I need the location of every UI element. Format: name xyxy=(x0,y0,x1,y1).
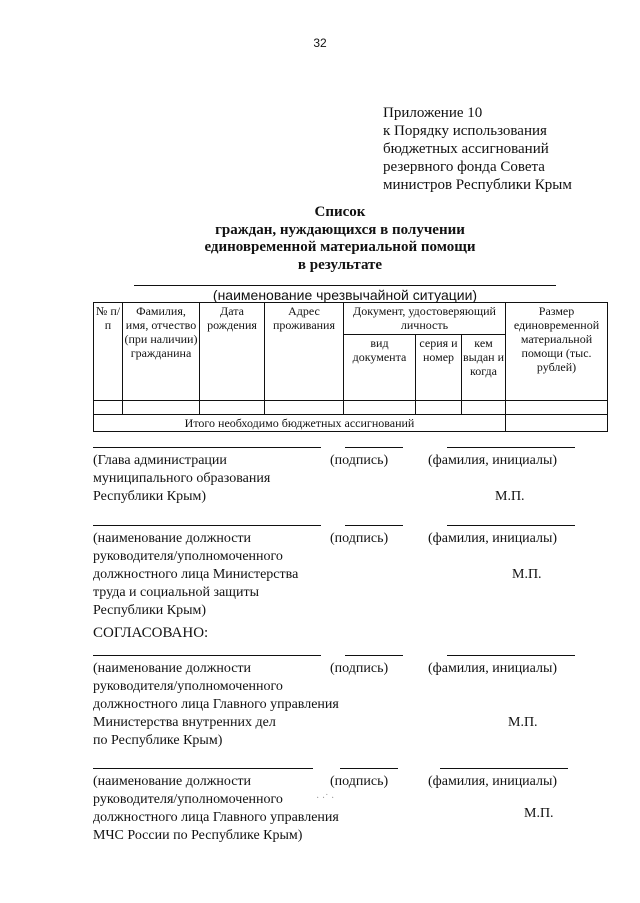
name-caption: (фамилия, инициалы) xyxy=(428,453,558,468)
table-row xyxy=(94,401,608,415)
header-num: № п/п xyxy=(94,303,123,401)
table-cell xyxy=(265,401,344,415)
table-cell xyxy=(416,401,462,415)
name-caption: (фамилия, инициалы) xyxy=(428,531,558,546)
position-text: руководителя/уполномоченного xyxy=(93,792,283,807)
header-birth: Дата рождения xyxy=(200,303,265,401)
table-cell xyxy=(94,401,123,415)
name-line xyxy=(447,525,575,526)
appendix-line: резервного фонда Совета xyxy=(383,159,545,175)
title-line: единовременной материальной помощи xyxy=(204,239,476,255)
header-name: Фамилия, имя, отчество (при наличии) гражданина xyxy=(123,303,200,401)
signer-position-head xyxy=(93,452,270,506)
position-text: должностного лица Главного управления xyxy=(93,697,339,712)
stamp-label: М.П. xyxy=(512,567,542,582)
situation-blank-line xyxy=(134,285,556,286)
header-address: Адрес проживания xyxy=(265,303,344,401)
name-line xyxy=(440,768,568,769)
name-line xyxy=(447,655,575,656)
position-text: муниципального образования xyxy=(93,471,271,486)
header-doc-type: вид документа xyxy=(344,335,416,401)
appendix-header xyxy=(383,104,572,194)
title-line: граждан, нуждающихся в получении xyxy=(215,221,465,238)
signer-position-mvd xyxy=(93,660,339,750)
header-document: Документ, удостоверяющий личность xyxy=(344,303,506,335)
title-line: Список xyxy=(314,204,366,220)
position-text: по Республике Крым) xyxy=(93,733,223,748)
position-text: должностного лица Министерства xyxy=(93,567,299,582)
signature-line xyxy=(345,525,403,526)
position-line xyxy=(93,525,321,526)
stamp-label: М.П. xyxy=(524,806,554,821)
signature-line xyxy=(340,768,398,769)
position-text: (наименование должности xyxy=(93,774,252,789)
position-text: (Глава администрации xyxy=(93,453,227,468)
signature-caption: (подпись) xyxy=(330,661,389,676)
signature-line xyxy=(345,655,403,656)
agreed-heading: СОГЛАСОВАНО: xyxy=(93,625,209,641)
position-text: Министерства внутренних дел xyxy=(93,715,276,730)
position-text: руководителя/уполномоченного xyxy=(93,549,283,564)
appendix-line: бюджетных ассигнований xyxy=(383,141,549,157)
stamp-label: М.П. xyxy=(495,489,525,504)
header-doc-issued: кем выдан и когда xyxy=(462,335,506,401)
position-line xyxy=(93,768,313,769)
table-cell xyxy=(462,401,506,415)
header-amount: Размер единовременной материальной помощи (тыс. рублей) xyxy=(506,303,608,401)
position-line xyxy=(93,447,321,448)
table-cell xyxy=(200,401,265,415)
situation-caption: (наименование чрезвычайной ситуации) xyxy=(212,287,478,303)
signer-position-labor xyxy=(93,530,298,620)
name-caption: (фамилия, инициалы) xyxy=(428,774,558,789)
signature-caption: (подпись) xyxy=(330,531,389,546)
stamp-label: М.П. xyxy=(508,715,538,730)
position-text: (наименование должности xyxy=(93,661,252,676)
position-line xyxy=(93,655,321,656)
name-line xyxy=(447,447,575,448)
total-label: Итого необходимо бюджетных ассигнований xyxy=(94,415,506,432)
document-title xyxy=(170,204,510,274)
appendix-line: министров Республики Крым xyxy=(383,177,572,193)
scan-speckle: · ·˙ · xyxy=(316,793,335,804)
position-text: Республики Крым) xyxy=(93,489,206,504)
total-row xyxy=(94,415,608,432)
position-text: руководителя/уполномоченного xyxy=(93,679,283,694)
appendix-line: Приложение 10 xyxy=(383,105,483,121)
signature-line xyxy=(345,447,403,448)
page-number: 32 xyxy=(313,36,327,50)
position-text: (наименование должности xyxy=(93,531,252,546)
table-cell xyxy=(123,401,200,415)
position-text: должностного лица Главного управления xyxy=(93,810,339,825)
header-doc-series: серия и номер xyxy=(416,335,462,401)
title-line: в результате xyxy=(297,256,383,273)
position-text: МЧС России по Республике Крым) xyxy=(93,828,303,843)
signature-caption: (подпись) xyxy=(330,774,389,789)
citizens-table xyxy=(93,302,608,432)
name-caption: (фамилия, инициалы) xyxy=(428,661,558,676)
position-text: труда и социальной защиты xyxy=(93,585,259,600)
signature-caption: (подпись) xyxy=(330,453,389,468)
position-text: Республики Крым) xyxy=(93,603,206,618)
table-cell xyxy=(506,401,608,415)
appendix-line: к Порядку использования xyxy=(383,123,547,139)
table-cell xyxy=(344,401,416,415)
total-value xyxy=(506,415,608,432)
signer-position-mchs xyxy=(93,773,339,845)
